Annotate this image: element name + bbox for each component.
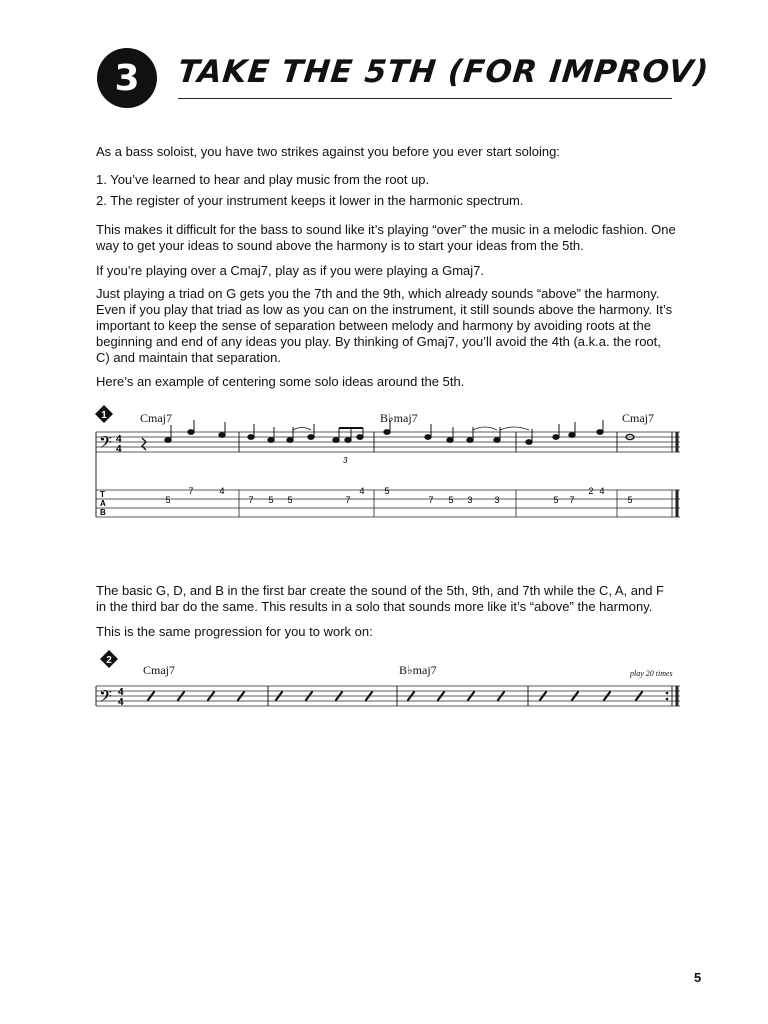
tab-letter-b: B [100, 508, 106, 517]
svg-text:3: 3 [467, 495, 473, 505]
svg-text:5: 5 [627, 495, 633, 505]
tab-letter-t: T [100, 490, 105, 499]
chord-cmaj7: Cmaj7 [140, 411, 172, 425]
svg-text:4: 4 [599, 486, 605, 496]
chord-bbmaj7-practice: B♭maj7 [399, 663, 437, 677]
time-sig-bottom-2: 4 [118, 697, 124, 708]
svg-text:7: 7 [569, 495, 575, 505]
triad-paragraph: Just playing a triad on G gets you the 7th and the 9th, which already sounds “above” the harmony. Even if you play that triad as low as you can on the instrument, it still sounds above the harmony. It’s important to keep the sense of separation between melody and harmony by avoiding roots at the beginning and end of any ideas you play. By thinking of Gmaj7, you’ll avoid the 4th (a.k.a. the root, C) and maintain that separation. [96, 286, 673, 365]
svg-text:5: 5 [268, 495, 274, 505]
svg-text:4: 4 [359, 486, 365, 496]
svg-text:7: 7 [248, 495, 254, 505]
tab-letter-a: A [100, 499, 106, 508]
repeat-dot-bottom [666, 698, 669, 701]
chord-cmaj7-practice: Cmaj7 [143, 663, 175, 677]
repeat-instruction: play 20 times [630, 669, 673, 678]
svg-text:4: 4 [219, 486, 225, 496]
list-item-1: 1. You’ve learned to hear and play music from the root up. [96, 172, 430, 187]
svg-text:5: 5 [287, 495, 293, 505]
svg-text:7: 7 [188, 486, 194, 496]
list-item-2: 2. The register of your instrument keeps it lower in the harmonic spectrum. [96, 193, 524, 208]
svg-text:5: 5 [448, 495, 454, 505]
chord-bbmaj7: B♭maj7 [380, 411, 418, 425]
tuplet-label: 3 [343, 456, 348, 465]
practice-intro-paragraph: This is the same progression for you to work on: [96, 624, 373, 639]
svg-text:5: 5 [384, 486, 390, 496]
cmaj7-paragraph: If you’re playing over a Cmaj7, play as if you were playing a Gmaj7. [96, 263, 485, 278]
page-number: 5 [694, 970, 702, 985]
time-sig-top-2: 4 [118, 687, 124, 698]
bass-clef-icon: 𝄢 [99, 688, 112, 710]
chord-cmaj7-end: Cmaj7 [622, 411, 654, 425]
example-intro-paragraph: Here’s an example of centering some solo ideas around the 5th. [96, 374, 465, 389]
svg-text:7: 7 [428, 495, 434, 505]
svg-text:3: 3 [494, 495, 500, 505]
repeat-dot-top [666, 692, 669, 695]
time-sig-top: 4 [116, 434, 122, 445]
example-2-staff [96, 686, 680, 706]
time-sig-bottom: 4 [116, 444, 122, 455]
svg-text:5: 5 [553, 495, 559, 505]
analysis-paragraph: The basic G, D, and B in the first bar create the sound of the 5th, 9th, and 7th while the C, A, and F in the third bar do the same. This results in a solo that sounds more like it’s “above” the harmony. [96, 583, 664, 614]
section-number: 3 [114, 57, 140, 99]
bass-clef-icon: 𝄢 [99, 434, 112, 456]
example-2-number: 2 [106, 655, 112, 666]
svg-text:5: 5 [165, 495, 171, 505]
intro-paragraph: As a bass soloist, you have two strikes against you before you ever start soloing: [96, 144, 560, 159]
difficulty-paragraph: This makes it difficult for the bass to sound like it’s playing “over” the music in a melodic fashion. One way to get your ideas to sound above the harmony is to start your ideas from the 5th. [96, 222, 676, 253]
example-1-number: 1 [101, 410, 107, 421]
svg-text:7: 7 [345, 495, 351, 505]
section-title: TAKE THE 5TH (FOR IMPROV) [176, 54, 711, 90]
svg-text:2: 2 [588, 486, 594, 496]
